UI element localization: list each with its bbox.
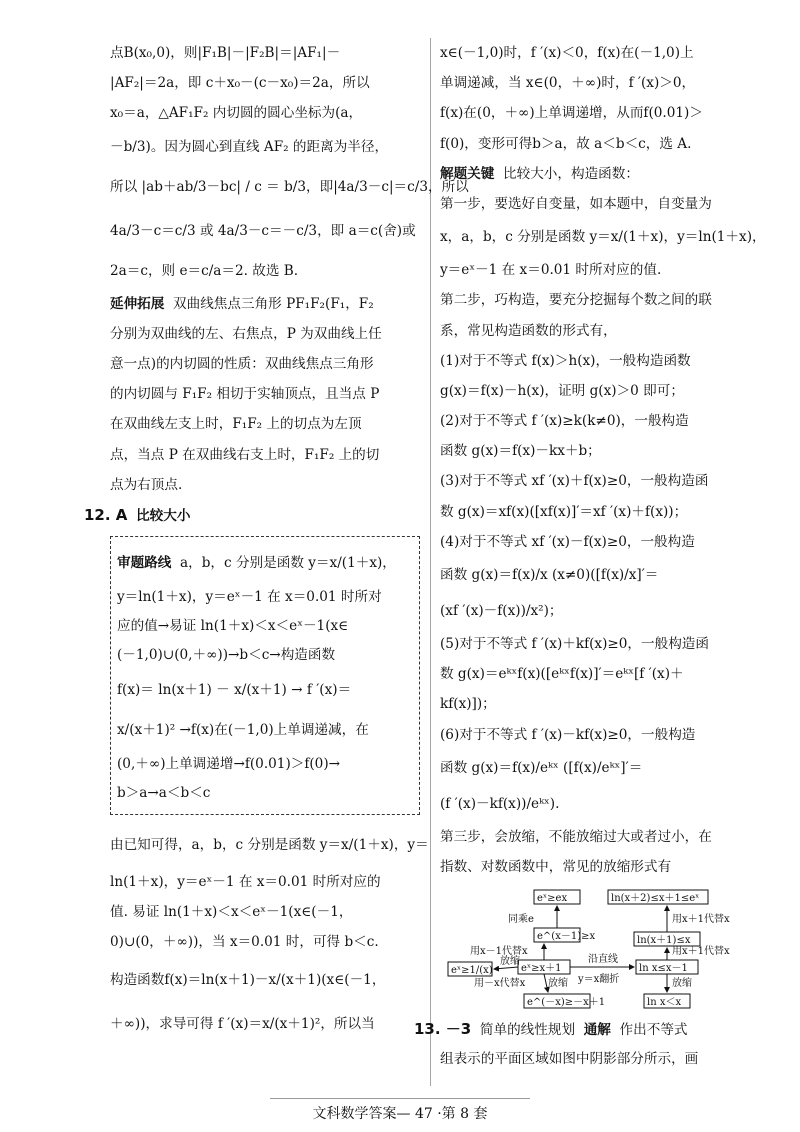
text-line: 意一点)的内切圆的性质：双曲线焦点三角形 [110, 355, 374, 372]
text-line: g(x)＝f(x)－h(x)，证明 g(x)＞0 即可； [440, 382, 684, 399]
text-line: (－1,0)∪(0,＋∞))→b＜c→构造函数 [117, 647, 336, 664]
diagram-box: ln(x＋1)≤x [636, 935, 690, 947]
reasoning-route-box [110, 536, 420, 815]
text-line: 数 g(x)＝xf(x)([xf(x)]′＝xf ′(x)＋f(x))； [440, 503, 688, 520]
text-line: 由已知可得，a，b，c 分别是函数 y＝x/(1＋x)，y＝ [110, 837, 429, 854]
text-line: 点，当点 P 在双曲线右支上时，F₁F₂ 上的切 [110, 446, 380, 463]
solution-12-body [110, 823, 429, 1046]
extension-section [110, 289, 422, 500]
diagram-label: 用－x代替x [473, 978, 525, 990]
diagram-label: 用x＋1代替x [671, 914, 730, 926]
diagram-box: eˣ≥ex [536, 893, 567, 905]
diagram-label: 用x＋1代替x [671, 946, 730, 958]
text-line: (2)对于不等式 f ′(x)≥k(k≠0)，一般构造 [440, 413, 689, 430]
text-line: kf(x)])； [440, 696, 496, 713]
text-line: 第二步，巧构造，要充分挖掘每个数之间的联 [440, 292, 712, 309]
text-line: 分别为双曲线的左、右焦点，P 为双曲线上任 [110, 325, 382, 342]
text-line: 构造函数f(x)＝ln(x＋1)－x/(x＋1)(x∈(－1， [110, 971, 386, 988]
key-text: 比较大小，构造函数： [503, 165, 639, 182]
solution-12-continued [440, 38, 755, 189]
diagram-label: 放缩 [499, 956, 520, 968]
text-line: 单调递减，当 x∈(0，＋∞)时，f ′(x)＞0， [440, 75, 696, 92]
text-line: 第三步，会放缩，不能放缩过大或者过小，在 [440, 828, 712, 845]
text-line: 2a＝c，则 e＝c/a＝2. 故选 B. [110, 262, 299, 279]
question-13 [414, 1014, 755, 1074]
footer-text: 文科数学答案— 47 ·第 8 套 [270, 1098, 530, 1123]
diagram-box: eˣ≥x＋1 [520, 963, 562, 975]
question-13-header [414, 1014, 755, 1044]
box-text: a，b，c 分别是函数 y＝x/(1＋x)， [180, 555, 396, 572]
text-line: 第一步，要选好自变量，如本题中，自变量为 [440, 195, 712, 212]
diagram-box: e^(x－1)≥x [536, 931, 595, 943]
text-line: x₀＝a，△AF₁F₂ 内切圆的圆心坐标为(a， [110, 105, 363, 122]
diagram-box: eˣ≥1/(x) [450, 965, 493, 977]
key-heading: 解题关键 [440, 165, 495, 182]
text-line: |AF₂|＝2a，即 c＋x₀－(c－x₀)＝2a，所以 [110, 75, 370, 92]
diagram-box: ln(x＋2)≤x＋1≤eˣ [610, 893, 699, 905]
column-divider [430, 38, 431, 1086]
text-line: 值. 易证 ln(1＋x)＜x＜eˣ－1(x∈(－1， [110, 904, 353, 921]
text-line: f(0)，变形可得b＞a，故 a＜b＜c，选 A. [440, 135, 692, 152]
text-line: 系，常见构造函数的形式有， [440, 322, 617, 339]
text-line: (xf ′(x)－f(x))/x²)； [440, 603, 563, 619]
diagram-label: 用x－1代替x [469, 946, 528, 958]
diagram-label: 放缩 [671, 978, 692, 990]
right-column [414, 38, 766, 1075]
text-line: 函数 g(x)＝f(x)/x (x≠0)([f(x)/x]′＝ [440, 567, 659, 583]
text-line: (5)对于不等式 f ′(x)＋kf(x)≥0，一般构造函 [440, 636, 709, 652]
text-line: b＞a→a＜b＜c [117, 785, 211, 802]
diagram-box: ln x≤x－1 [638, 963, 688, 975]
question-topic: 比较大小 [136, 507, 191, 524]
text-line: ＋∞))，求导可得 f ′(x)＝x/(x＋1)²，所以当 [110, 1015, 375, 1032]
box-heading: 审题路线 [117, 555, 172, 572]
text-line: 4a/3－c＝c/3 或 4a/3－c＝－c/3，即 a＝c(舍)或 [110, 222, 416, 239]
text-line: (f ′(x)－kf(x))/eᵏˣ). [440, 795, 560, 812]
diagram-box: ln x＜x [646, 997, 681, 1009]
scaling-inequality-diagram [448, 886, 748, 1014]
text-line: ln(1＋x)，y＝eˣ－1 在 x＝0.01 时所对应的 [110, 874, 381, 891]
text-line: (6)对于不等式 f ′(x)－kf(x)≥0，一般构造 [440, 726, 696, 743]
text-line: 数 g(x)＝eᵏˣf(x)([eᵏˣf(x)]′＝eᵏˣ[f ′(x)＋ [440, 666, 684, 683]
text-line: y＝eˣ－1 在 x＝0.01 时所对应的值. [440, 262, 662, 279]
text-line: －b/3)。因为圆心到直线 AF₂ 的距离为半径， [110, 138, 389, 155]
text-line: x∈(－1,0)时，f ′(x)＜0，f(x)在(－1,0)上 [440, 45, 694, 61]
text-line: x/(x＋1)² →f(x)在(－1,0)上单调递减，在 [117, 722, 369, 739]
text-line: 0)∪(0，＋∞))，当 x＝0.01 时，可得 b＜c. [110, 934, 379, 951]
diagram-label: y＝x翻折 [577, 974, 619, 986]
diagram-label: 同乘e [507, 914, 534, 926]
text-line [440, 159, 755, 189]
text-line: 应的值→易证 ln(1＋x)＜x＜eˣ－1(x∈ [117, 618, 349, 635]
text-line: f(x)＝ ln(x＋1) － x/(x＋1) → f ′(x)＝ [117, 682, 352, 699]
diagram-label: 放缩 [547, 978, 568, 990]
text-line: y＝ln(1＋x)，y＝eˣ－1 在 x＝0.01 时所对 [117, 589, 382, 606]
question-topic: 简单的线性规划 [479, 1022, 576, 1039]
text-line: f(x)在(0，＋∞)上单调递增，从而f(0.01)＞ [440, 105, 703, 122]
solution-text: 作出不等式 [619, 1022, 688, 1039]
question-number: 12. A [84, 505, 128, 524]
text-line [117, 543, 413, 583]
text-line: 函数 g(x)＝f(x)/eᵏˣ ([f(x)/eᵏˣ]′＝ [440, 759, 643, 776]
text-line: 指数、对数函数中，常见的放缩形式有 [440, 858, 672, 875]
text-line: 组表示的平面区域如图中阴影部分所示，画 [440, 1051, 699, 1068]
extension-heading: 延伸拓展 [110, 295, 165, 312]
text-line: 点为右顶点. [110, 476, 183, 493]
diagram-label: 沿直线 [587, 954, 618, 966]
text-line: (0,＋∞)上单调递增→f(0.01)＞f(0)→ [117, 756, 341, 773]
text-line: 所以 |ab＋ab/3－bc| / c ＝ b/3，即|4a/3－c|＝c/3，所以 [110, 178, 469, 195]
question-number: 13. －3 [414, 1020, 472, 1039]
text-line: 的内切圆与 F₁F₂ 相切于实轴顶点，且当点 P [110, 386, 380, 403]
text-line: (3)对于不等式 xf ′(x)＋f(x)≥0，一般构造函 [440, 473, 709, 490]
text-line: (4)对于不等式 xf ′(x)－f(x)≥0，一般构造 [440, 533, 695, 550]
solution-heading: 通解 [583, 1022, 611, 1039]
key-steps [440, 189, 766, 882]
page-footer [0, 1098, 800, 1123]
text-line: 在双曲线左支上时，F₁F₂ 上的切点为左顶 [110, 416, 362, 433]
text-line: 点B(x₀,0)，则|F₁B|－|F₂B|＝|AF₁|－ [110, 45, 341, 61]
text-line: (1)对于不等式 f(x)＞h(x)，一般构造函数 [440, 352, 691, 369]
extension-text: 双曲线焦点三角形 PF₁F₂(F₁，F₂ [173, 295, 374, 312]
diagram-box: e^(－x)≥－x＋1 [526, 997, 605, 1009]
text-line: x，a，b，c 分别是函数 y＝x/(1＋x)，y＝ln(1＋x)， [440, 229, 766, 246]
text-line [110, 289, 422, 319]
question-12-header [84, 500, 422, 530]
text-line: 函数 g(x)＝f(x)－kx＋b； [440, 443, 601, 460]
